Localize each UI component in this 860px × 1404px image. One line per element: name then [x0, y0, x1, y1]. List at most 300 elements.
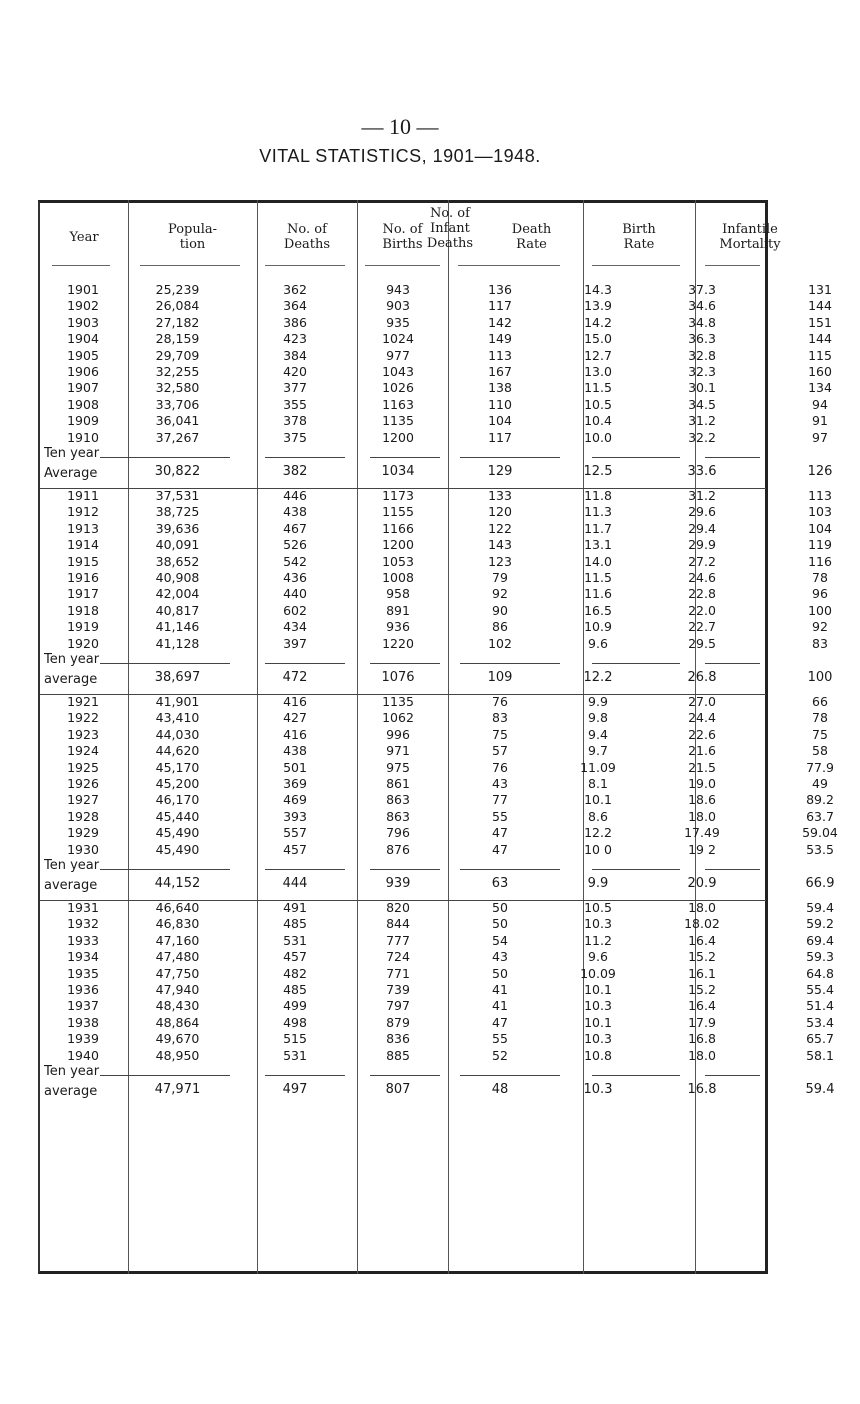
table-cell: 43,410: [155, 710, 200, 726]
table-cell: 21.6: [688, 743, 716, 759]
table-cell: 1933: [67, 932, 99, 948]
table-cell: 1062: [382, 710, 414, 726]
table-cell: 469: [283, 792, 307, 808]
table-cell: 29.9: [688, 537, 716, 553]
table-cell: 33,706: [155, 396, 200, 412]
table-cell: 10.8: [584, 1047, 612, 1063]
table-cell: 22.8: [688, 586, 716, 602]
table-cell: 1917: [67, 586, 99, 602]
table-cell: 485: [283, 982, 307, 997]
table-cell: 19.0: [688, 776, 716, 791]
table-cell: 491: [283, 900, 307, 915]
table-cell: 1931: [67, 900, 99, 915]
table-cell: 935: [386, 314, 410, 330]
table-cell: 27,182: [155, 314, 200, 330]
table-cell: 160: [808, 364, 832, 379]
header-text: tion: [179, 237, 206, 252]
table-cell: 891: [386, 602, 410, 618]
table-cell: 958: [386, 586, 410, 602]
table-cell: 116: [808, 553, 832, 569]
table-cell: 138: [488, 380, 512, 396]
average-row: [40, 1062, 835, 1108]
table-cell: 96: [812, 586, 828, 602]
table-cell: 49: [812, 776, 828, 791]
table-cell: 94: [812, 396, 828, 412]
header-text: Infantile: [722, 222, 778, 237]
table-cell: 11.5: [584, 570, 612, 585]
deaths-header: [257, 222, 357, 252]
table-cell: 796: [386, 825, 410, 841]
table-cell: 1923: [67, 726, 99, 742]
table-cell: 143: [488, 537, 512, 553]
table-cell: 1926: [67, 776, 99, 791]
average-separator: [460, 457, 560, 458]
table-cell: 1909: [67, 413, 99, 429]
table-cell: 14.2: [584, 314, 612, 330]
table-cell: 724: [386, 949, 410, 965]
table-cell: 40,817: [155, 602, 200, 618]
table-cell: 40,091: [155, 537, 200, 553]
page-title: VITAL STATISTICS, 1901—1948.: [259, 146, 541, 166]
header-text: No. of: [382, 222, 423, 237]
table-cell: 31.2: [688, 413, 716, 429]
table-cell: 18.02: [684, 916, 720, 932]
table-cell: 89.2: [806, 792, 834, 808]
table-cell: 44,620: [155, 743, 200, 759]
table-cell: 134: [808, 380, 832, 396]
average-cell: 444: [282, 876, 308, 891]
table-cell: 59.4: [806, 900, 834, 915]
table-cell: 11.7: [584, 520, 612, 536]
table-cell: 58.1: [806, 1047, 834, 1063]
table-cell: 10.4: [584, 413, 612, 429]
table-cell: 1907: [67, 380, 99, 396]
table-cell: 1935: [67, 965, 99, 981]
table-cell: 104: [808, 520, 832, 536]
average-cell: 807: [385, 1082, 411, 1097]
average-separator: [370, 457, 440, 458]
table-cell: 77: [492, 792, 508, 808]
header-text: Death: [511, 222, 552, 237]
table-cell: 32.8: [688, 347, 716, 363]
table-cell: 45,490: [155, 825, 200, 841]
table-cell: 15.2: [688, 949, 716, 965]
average-cell: 66.9: [805, 876, 835, 891]
table-cell: 526: [283, 537, 307, 553]
table-cell: 32,580: [155, 380, 200, 396]
table-cell: 11.3: [584, 504, 612, 520]
table-cell: 10.3: [584, 916, 612, 932]
table-cell: 416: [283, 694, 307, 709]
table-cell: 1914: [67, 537, 99, 553]
table-cell: 151: [808, 314, 832, 330]
table-cell: 438: [283, 743, 307, 759]
table-cell: 50: [492, 965, 508, 981]
table-cell: 863: [386, 808, 410, 824]
table-cell: 103: [808, 504, 832, 520]
table-cell: 48,430: [155, 998, 200, 1014]
header-text: Rate: [623, 237, 655, 252]
table-cell: 820: [386, 900, 410, 915]
table-cell: 1173: [382, 488, 414, 503]
table-cell: 29,709: [155, 347, 200, 363]
average-cell: 12.5: [583, 464, 613, 479]
table-cell: 53.4: [806, 1014, 834, 1030]
table-cell: 40,908: [155, 570, 200, 585]
table-cell: 499: [283, 998, 307, 1014]
header-text: Deaths: [426, 236, 474, 251]
table-cell: 10.9: [584, 619, 612, 635]
header-text: Infant: [430, 221, 470, 236]
table-cell: 45,170: [155, 759, 200, 775]
table-cell: 44,030: [155, 726, 200, 742]
table-cell: 844: [386, 916, 410, 932]
header-text: Year: [69, 230, 99, 245]
table-cell: 12.2: [584, 825, 612, 841]
table-cell: 117: [488, 429, 512, 445]
table-cell: 1915: [67, 553, 99, 569]
table-cell: 55: [492, 1031, 508, 1047]
header-text: No. of: [430, 206, 470, 221]
header-separator: [365, 265, 440, 266]
death-rate-header: [480, 222, 583, 252]
table-cell: 10.1: [584, 1014, 612, 1030]
table-cell: 446: [283, 488, 307, 503]
table-cell: 46,830: [155, 916, 200, 932]
table-cell: 777: [386, 932, 410, 948]
table-cell: 55: [492, 808, 508, 824]
table-cell: 602: [283, 602, 307, 618]
average-separator: [370, 869, 440, 870]
table-cell: 10.5: [584, 900, 612, 915]
table-cell: 91: [812, 413, 828, 429]
table-cell: 86: [492, 619, 508, 635]
average-cell: 16.8: [687, 1082, 717, 1097]
average-cell: 109: [487, 670, 513, 685]
table-cell: 90: [492, 602, 508, 618]
header-text: Mortality: [719, 237, 781, 252]
table-cell: 393: [283, 808, 307, 824]
table-cell: 975: [386, 759, 410, 775]
table-cell: 92: [812, 619, 828, 635]
table-cell: 69.4: [806, 932, 834, 948]
table-cell: 24.4: [688, 710, 716, 726]
table-cell: 1912: [67, 504, 99, 520]
table-cell: 1163: [382, 396, 414, 412]
average-separator: [265, 869, 345, 870]
page-number: — 10 —: [361, 114, 439, 139]
table-cell: 1053: [382, 553, 414, 569]
table-cell: 27.0: [688, 694, 716, 709]
average-cell: 44,152: [154, 876, 201, 891]
table-cell: 14.3: [584, 282, 612, 297]
table-cell: 10.09: [580, 965, 616, 981]
table-cell: 1904: [67, 331, 99, 347]
table-cell: 102: [488, 635, 512, 651]
table-cell: 115: [808, 347, 832, 363]
table-cell: 53.5: [806, 841, 834, 857]
table-cell: 1200: [382, 537, 414, 553]
table-cell: 10 0: [584, 841, 612, 857]
table-cell: 167: [488, 364, 512, 379]
table-cell: 47: [492, 825, 508, 841]
table-cell: 21.5: [688, 759, 716, 775]
table-cell: 76: [492, 694, 508, 709]
table-cell: 10.0: [584, 429, 612, 445]
table-cell: 47,160: [155, 932, 200, 948]
table-cell: 369: [283, 776, 307, 791]
table-cell: 1905: [67, 347, 99, 363]
table-cell: 836: [386, 1031, 410, 1047]
average-label-text: Ten year: [44, 1064, 100, 1079]
table-cell: 531: [283, 1047, 307, 1063]
table-cell: 22.7: [688, 619, 716, 635]
header-separator: [705, 265, 760, 266]
table-cell: 19 2: [688, 841, 716, 857]
table-cell: 1906: [67, 364, 99, 379]
header-separator: [265, 265, 345, 266]
table-cell: 16.1: [688, 965, 716, 981]
average-separator: [100, 869, 230, 870]
average-separator: [592, 663, 680, 664]
table-cell: 11.09: [580, 759, 616, 775]
table-cell: 1922: [67, 710, 99, 726]
table-cell: 22.6: [688, 726, 716, 742]
table-cell: 75: [492, 726, 508, 742]
table-cell: 440: [283, 586, 307, 602]
average-separator: [265, 663, 345, 664]
table-cell: 100: [808, 602, 832, 618]
average-cell: 472: [282, 670, 308, 685]
table-cell: 1200: [382, 429, 414, 445]
table-cell: 32.2: [688, 429, 716, 445]
table-cell: 110: [488, 396, 512, 412]
table-cell: 30.1: [688, 380, 716, 396]
average-cell: 382: [282, 464, 308, 479]
population-header: [128, 222, 257, 252]
table-cell: 1913: [67, 520, 99, 536]
table-cell: 136: [488, 282, 512, 297]
table-cell: 77.9: [806, 759, 834, 775]
table-cell: 54: [492, 932, 508, 948]
table-cell: 41: [492, 982, 508, 997]
table-cell: 1916: [67, 570, 99, 585]
header-text: Birth: [622, 222, 656, 237]
table-cell: 557: [283, 825, 307, 841]
header-text: Births: [382, 237, 423, 252]
table-cell: 515: [283, 1031, 307, 1047]
table-cell: 420: [283, 364, 307, 379]
table-cell: 38,725: [155, 504, 200, 520]
average-label-text: Ten year: [44, 446, 100, 461]
average-cell: 126: [807, 464, 833, 479]
table-cell: 386: [283, 314, 307, 330]
average-separator: [370, 663, 440, 664]
table-cell: 18.6: [688, 792, 716, 808]
table-cell: 861: [386, 776, 410, 791]
average-row: [40, 444, 833, 490]
average-separator: [592, 1075, 680, 1076]
table-cell: 1928: [67, 808, 99, 824]
table-cell: 15.2: [688, 982, 716, 997]
table-cell: 38,652: [155, 553, 200, 569]
table-cell: 1929: [67, 825, 99, 841]
table-cell: 1903: [67, 314, 99, 330]
table-cell: 996: [386, 726, 410, 742]
table-cell: 39,636: [155, 520, 200, 536]
table-cell: 34.5: [688, 396, 716, 412]
table-cell: 55.4: [806, 982, 834, 997]
table-cell: 434: [283, 619, 307, 635]
table-cell: 13.0: [584, 364, 612, 379]
table-cell: 863: [386, 792, 410, 808]
table-cell: 1918: [67, 602, 99, 618]
table-cell: 45,200: [155, 776, 200, 791]
table-cell: 1155: [382, 504, 414, 520]
table-cell: 144: [808, 298, 832, 314]
table-cell: 65.7: [806, 1031, 834, 1047]
table-cell: 1938: [67, 1014, 99, 1030]
table-cell: 8.6: [588, 808, 608, 824]
average-row: [40, 650, 833, 696]
table-cell: 29.4: [688, 520, 716, 536]
average-separator: [100, 1075, 230, 1076]
table-cell: 1920: [67, 635, 99, 651]
table-cell: 1921: [67, 694, 99, 709]
table-cell: 117: [488, 298, 512, 314]
table-cell: 501: [283, 759, 307, 775]
table-cell: 876: [386, 841, 410, 857]
table-cell: 18.0: [688, 808, 716, 824]
table-cell: 78: [812, 570, 828, 585]
table-cell: 28,159: [155, 331, 200, 347]
table-cell: 49,670: [155, 1031, 200, 1047]
table-cell: 16.5: [584, 602, 612, 618]
table-cell: 378: [283, 413, 307, 429]
table-cell: 423: [283, 331, 307, 347]
table-cell: 1166: [382, 520, 414, 536]
average-label: [44, 1062, 99, 1102]
table-cell: 457: [283, 949, 307, 965]
average-separator: [592, 869, 680, 870]
average-cell: 30,822: [154, 464, 201, 479]
average-label-text: Average: [44, 466, 98, 481]
table-cell: 1927: [67, 792, 99, 808]
table-cell: 377: [283, 380, 307, 396]
table-cell: 17.9: [688, 1014, 716, 1030]
table-cell: 123: [488, 553, 512, 569]
table-cell: 26,084: [155, 298, 200, 314]
table-cell: 384: [283, 347, 307, 363]
table-cell: 131: [808, 282, 832, 297]
table-cell: 34.6: [688, 298, 716, 314]
table-cell: 66: [812, 694, 828, 709]
table-cell: 46,170: [155, 792, 200, 808]
table-cell: 1940: [67, 1047, 99, 1063]
table-cell: 79: [492, 570, 508, 585]
table-cell: 1924: [67, 743, 99, 759]
average-separator: [592, 457, 680, 458]
average-cell: 1034: [381, 464, 415, 479]
table-cell: 63.7: [806, 808, 834, 824]
table-cell: 375: [283, 429, 307, 445]
table-cell: 531: [283, 932, 307, 948]
table-cell: 76: [492, 759, 508, 775]
table-cell: 9.4: [588, 726, 608, 742]
table-cell: 45,440: [155, 808, 200, 824]
table-cell: 12.7: [584, 347, 612, 363]
average-label-text: average: [44, 672, 98, 687]
table-cell: 50: [492, 900, 508, 915]
table-cell: 41,901: [155, 694, 200, 709]
header-separator: [458, 265, 560, 266]
average-cell: 12.2: [583, 670, 613, 685]
table-cell: 119: [808, 537, 832, 553]
average-cell: 497: [282, 1082, 308, 1097]
table-cell: 9.6: [588, 635, 608, 651]
table-cell: 1910: [67, 429, 99, 445]
average-separator: [460, 663, 560, 664]
table-cell: 11.8: [584, 488, 612, 503]
table-cell: 9.7: [588, 743, 608, 759]
table-cell: 1026: [382, 380, 414, 396]
table-cell: 1934: [67, 949, 99, 965]
table-cell: 48,950: [155, 1047, 200, 1063]
table-cell: 739: [386, 982, 410, 997]
average-cell: 38,697: [154, 670, 201, 685]
table-cell: 41: [492, 998, 508, 1014]
table-cell: 43: [492, 776, 508, 791]
table-cell: 16.8: [688, 1031, 716, 1047]
average-separator: [100, 457, 230, 458]
birth-rate-header: [583, 222, 695, 252]
table-cell: 8.1: [588, 776, 608, 791]
average-cell: 10.3: [583, 1082, 613, 1097]
table-cell: 32.3: [688, 364, 716, 379]
table-cell: 59.2: [806, 916, 834, 932]
table-cell: 10.1: [584, 792, 612, 808]
table-cell: 355: [283, 396, 307, 412]
table-cell: 97: [812, 429, 828, 445]
table-cell: 1135: [382, 413, 414, 429]
table-cell: 57: [492, 743, 508, 759]
table-cell: 1932: [67, 916, 99, 932]
table-cell: 11.2: [584, 932, 612, 948]
table-cell: 10.3: [584, 1031, 612, 1047]
average-cell: 63: [491, 876, 509, 891]
table-cell: 1908: [67, 396, 99, 412]
table-cell: 903: [386, 298, 410, 314]
table-cell: 113: [488, 347, 512, 363]
table-cell: 113: [808, 488, 832, 503]
table-cell: 10.3: [584, 998, 612, 1014]
table-cell: 52: [492, 1047, 508, 1063]
average-separator: [705, 1075, 760, 1076]
table-cell: 542: [283, 553, 307, 569]
table-cell: 36.3: [688, 331, 716, 347]
table-cell: 83: [812, 635, 828, 651]
average-cell: 9.9: [587, 876, 609, 891]
table-cell: 1919: [67, 619, 99, 635]
table-cell: 427: [283, 710, 307, 726]
table-cell: 482: [283, 965, 307, 981]
table-cell: 436: [283, 570, 307, 585]
table-cell: 47,940: [155, 982, 200, 997]
table-cell: 37,531: [155, 488, 200, 503]
table-cell: 120: [488, 504, 512, 520]
table-cell: 13.9: [584, 298, 612, 314]
average-separator: [265, 457, 345, 458]
